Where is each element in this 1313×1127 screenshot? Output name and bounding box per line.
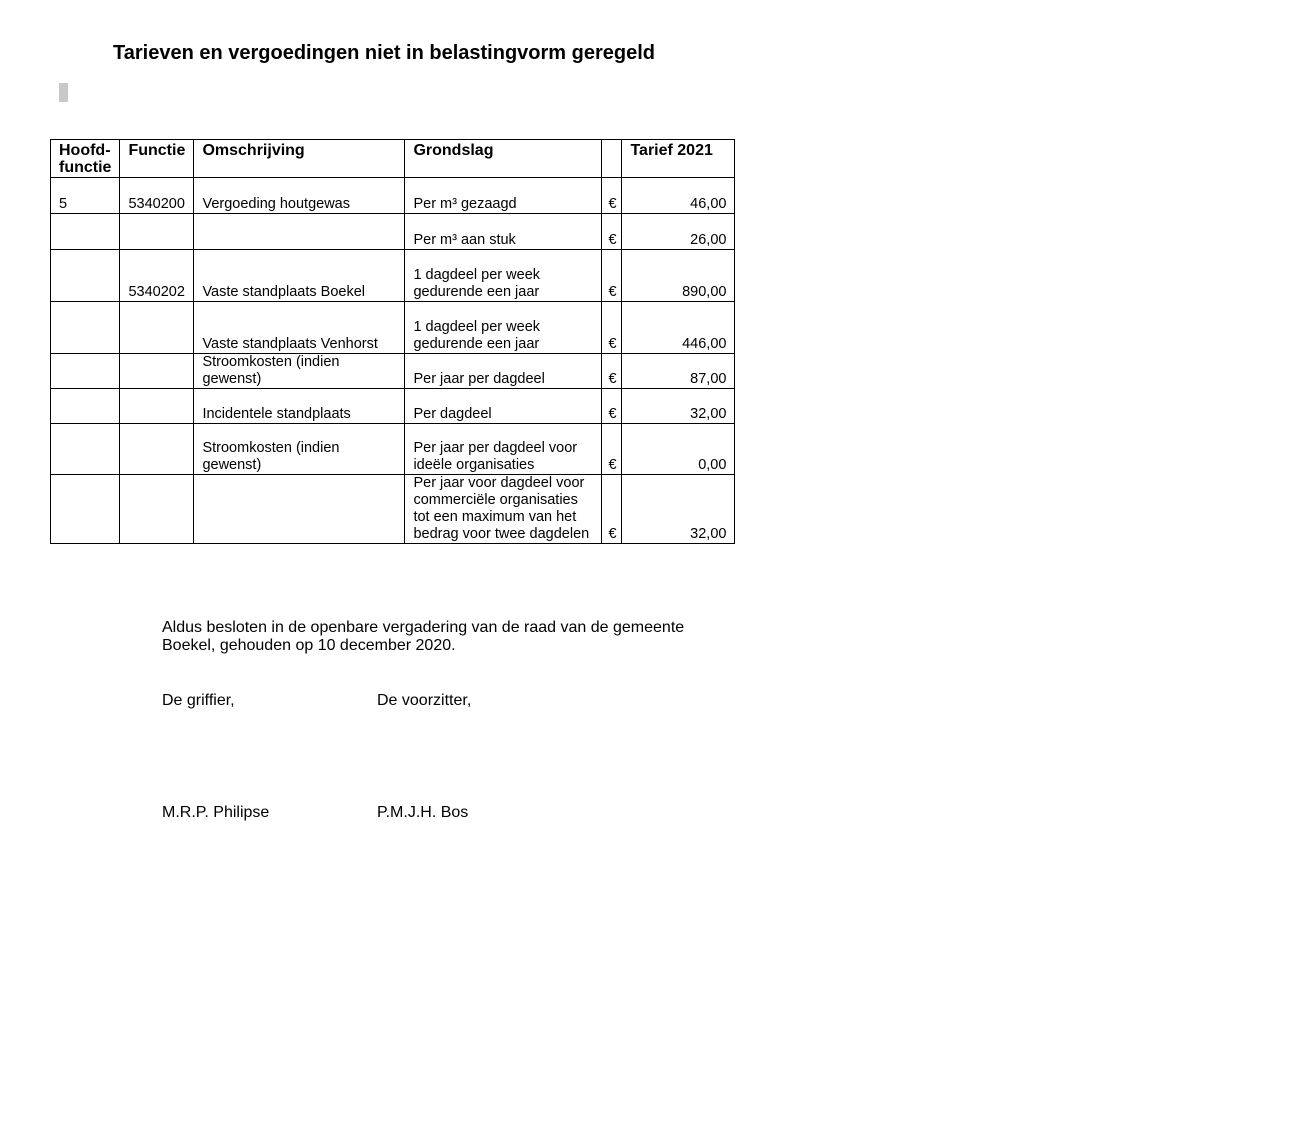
- table-row: [51, 389, 735, 424]
- table-row: [51, 214, 735, 250]
- paragraph-marker: [59, 83, 68, 102]
- cell-euro: €: [602, 214, 622, 250]
- table-row: [51, 354, 735, 389]
- cell-grondslag: Per dagdeel: [405, 389, 602, 424]
- table-row: [51, 178, 735, 214]
- header-omschrijving: Omschrijving: [194, 140, 405, 178]
- cell-omschrijving: Vergoeding houtgewas: [194, 178, 405, 214]
- cell-euro: €: [602, 475, 622, 544]
- griffier-label: De griffier,: [162, 692, 235, 709]
- header-grondslag: Grondslag: [405, 140, 602, 178]
- table-header-row: [51, 140, 735, 178]
- cell-grondslag: Per m³ gezaagd: [405, 178, 602, 214]
- header-hoofdfunctie: Hoofd- functie: [51, 140, 120, 178]
- cell-tarief: 46,00: [622, 178, 735, 214]
- cell-hoofdfunctie: [51, 424, 120, 475]
- table-row: [51, 424, 735, 475]
- cell-omschrijving: Stroomkosten (indien gewenst): [194, 354, 405, 389]
- cell-functie: [120, 475, 194, 544]
- cell-euro: €: [602, 250, 622, 302]
- cell-hoofdfunctie: [51, 302, 120, 354]
- cell-hoofdfunctie: [51, 389, 120, 424]
- cell-grondslag: 1 dagdeel per week gedurende een jaar: [405, 250, 602, 302]
- griffier-name: M.R.P. Philipse: [162, 804, 270, 821]
- cell-functie: [120, 389, 194, 424]
- header-functie: Functie: [120, 140, 194, 178]
- cell-omschrijving: [194, 475, 405, 544]
- voorzitter-label: De voorzitter,: [377, 692, 472, 709]
- voorzitter-name: P.M.J.H. Bos: [377, 804, 469, 821]
- cell-omschrijving: [194, 214, 405, 250]
- cell-tarief: 32,00: [622, 475, 735, 544]
- cell-grondslag: Per jaar per dagdeel: [405, 354, 602, 389]
- cell-euro: €: [602, 424, 622, 475]
- cell-hoofdfunctie: [51, 354, 120, 389]
- cell-omschrijving: Vaste standplaats Boekel: [194, 250, 405, 302]
- cell-functie: [120, 214, 194, 250]
- cell-euro: €: [602, 354, 622, 389]
- cell-tarief: 0,00: [622, 424, 735, 475]
- cell-omschrijving: Vaste standplaats Venhorst: [194, 302, 405, 354]
- cell-omschrijving: Stroomkosten (indien gewenst): [194, 424, 405, 475]
- table-row: [51, 250, 735, 302]
- table-row: [51, 302, 735, 354]
- cell-grondslag: Per jaar per dagdeel voor ideële organisaties: [405, 424, 602, 475]
- cell-hoofdfunctie: [51, 475, 120, 544]
- cell-hoofdfunctie: 5: [51, 178, 120, 214]
- cell-tarief: 446,00: [622, 302, 735, 354]
- cell-functie: [120, 302, 194, 354]
- cell-hoofdfunctie: [51, 214, 120, 250]
- closing-statement: Aldus besloten in de openbare vergadering van de raad van de gemeente Boekel, gehouden op 10 december 2020.: [162, 619, 685, 654]
- cell-tarief: 32,00: [622, 389, 735, 424]
- cell-functie: 5340200: [120, 178, 194, 214]
- cell-grondslag: 1 dagdeel per week gedurende een jaar: [405, 302, 602, 354]
- cell-grondslag: Per m³ aan stuk: [405, 214, 602, 250]
- document-title: Tarieven en vergoedingen niet in belastingvorm geregeld: [113, 42, 655, 64]
- cell-functie: [120, 424, 194, 475]
- cell-grondslag: Per jaar voor dagdeel voor commerciële organisaties tot een maximum van het bedrag voor twee dagdelen: [405, 475, 602, 544]
- cell-omschrijving: Incidentele standplaats: [194, 389, 405, 424]
- cell-tarief: 890,00: [622, 250, 735, 302]
- cell-euro: €: [602, 178, 622, 214]
- tariff-table: [50, 139, 735, 544]
- header-euro: [602, 140, 622, 178]
- cell-hoofdfunctie: [51, 250, 120, 302]
- cell-tarief: 87,00: [622, 354, 735, 389]
- cell-functie: [120, 354, 194, 389]
- cell-functie: 5340202: [120, 250, 194, 302]
- header-tarief: Tarief 2021: [622, 140, 735, 178]
- cell-euro: €: [602, 302, 622, 354]
- cell-euro: €: [602, 389, 622, 424]
- table-row: [51, 475, 735, 544]
- cell-tarief: 26,00: [622, 214, 735, 250]
